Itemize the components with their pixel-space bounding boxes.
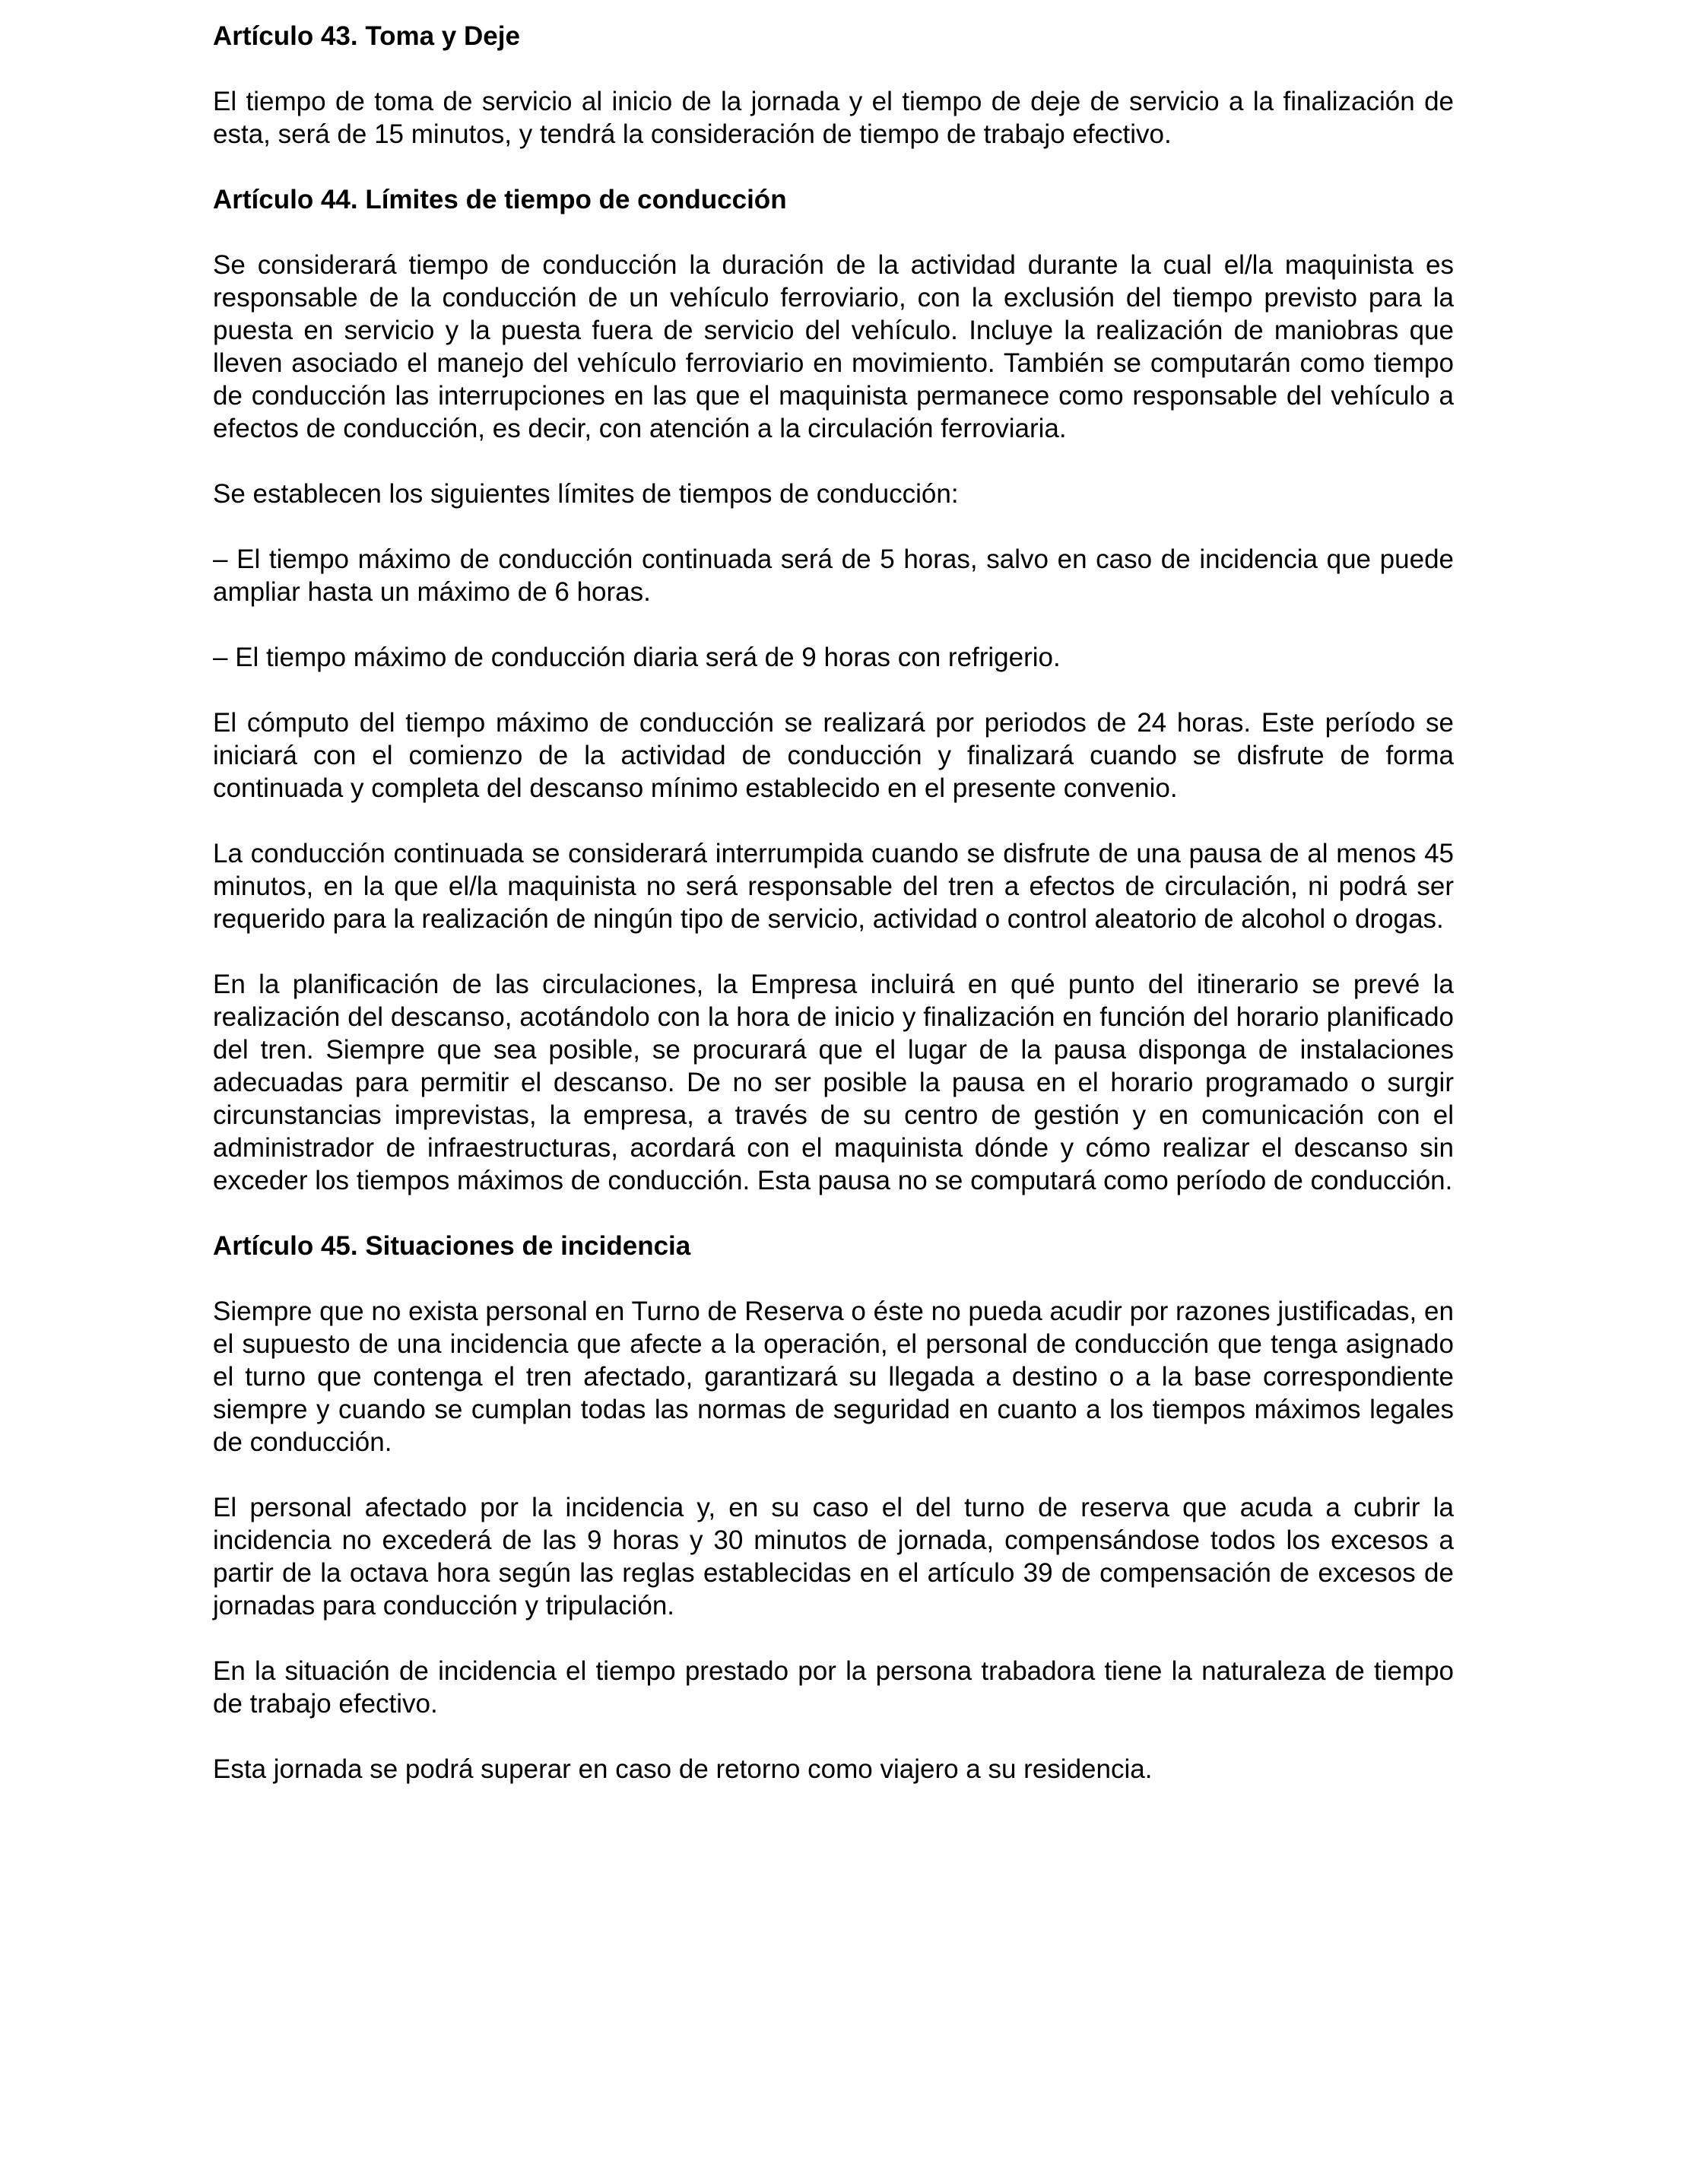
article-45-paragraph-3: En la situación de incidencia el tiempo prestado por la persona trabadora tiene la naturaleza de tiempo de trabajo efectivo.: [213, 1656, 1454, 1719]
section-articulo-43: [213, 20, 1454, 151]
article-44-heading: Artículo 44. Límites de tiempo de conducción: [213, 185, 787, 214]
article-43-paragraph-1: El tiempo de toma de servicio al inicio de la jornada y el tiempo de deje de servicio a la finalización de esta, será de 15 minutos, y tendrá la consideración de tiempo de trabajo efectivo.: [213, 87, 1454, 149]
article-45-paragraph-2: El personal afectado por la incidencia y, en su caso el del turno de reserva que acuda a cubrir la incidencia no excederá de las 9 horas y 30 minutos de jornada, compensándose todos los excesos a partir de la octava hora según las reglas establecidas en el artículo 39 de compensación de excesos de jornadas para conducción y tripulación.: [213, 1493, 1454, 1621]
article-43-heading: Artículo 43. Toma y Deje: [213, 21, 520, 51]
article-45-heading: Artículo 45. Situaciones de incidencia: [213, 1231, 691, 1261]
section-articulo-44: [213, 183, 1454, 1197]
document-body: [213, 20, 1454, 1786]
article-44-paragraph-1: Se considerará tiempo de conducción la duración de la actividad durante la cual el/la maquinista es responsable de la conducción de un vehículo ferroviario, con la exclusión del tiempo previsto para la puesta en servicio y la puesta fuera de servicio del vehículo. Incluye la realización de maniobras que lleven asociado el manejo del vehículo ferroviario en movimiento. También se computarán como tiempo de conducción las interrupciones en las que el maquinista permanece como responsable del vehículo a efectos de conducción, es decir, con atención a la circulación ferroviaria.: [213, 250, 1454, 443]
article-44-bullet-2: – El tiempo máximo de conducción diaria será de 9 horas con refrigerio.: [213, 643, 1061, 672]
article-45-paragraph-4: Esta jornada se podrá superar en caso de retorno como viajero a su residencia.: [213, 1754, 1153, 1784]
article-44-paragraph-4: La conducción continuada se considerará interrumpida cuando se disfrute de una pausa de al menos 45 minutos, en la que el/la maquinista no será responsable del tren a efectos de circulación, ni podrá ser requerido para la realización de ningún tipo de servicio, actividad o control aleatorio de alcohol o drogas.: [213, 839, 1454, 934]
article-44-bullet-1: – El tiempo máximo de conducción continuada será de 5 horas, salvo en caso de incidencia que puede ampliar hasta un máximo de 6 horas.: [213, 544, 1454, 607]
article-44-paragraph-2: Se establecen los siguientes límites de tiempos de conducción:: [213, 479, 959, 509]
article-44-paragraph-5: En la planificación de las circulaciones, la Empresa incluirá en qué punto del itinerario se prevé la realización del descanso, acotándolo con la hora de inicio y finalización en función del horario planificado del tren. Siempre que sea posible, se procurará que el lugar de la pausa disponga de instalaciones adecuadas para permitir el descanso. De no ser posible la pausa en el horario programado o surgir circunstancias imprevistas, la empresa, a través de su centro de gestión y en comunicación con el administrador de infraestructuras, acordará con el maquinista dónde y cómo realizar el descanso sin exceder los tiempos máximos de conducción. Esta pausa no se computará como período de conducción.: [213, 970, 1454, 1195]
article-44-paragraph-3: El cómputo del tiempo máximo de conducción se realizará por periodos de 24 horas. Este período se iniciará con el comienzo de la actividad de conducción y finalizará cuando se disfrute de forma continuada y completa del descanso mínimo establecido en el presente convenio.: [213, 708, 1454, 803]
section-articulo-45: [213, 1230, 1454, 1786]
article-45-paragraph-1: Siempre que no exista personal en Turno de Reserva o éste no pueda acudir por razones justificadas, en el supuesto de una incidencia que afecte a la operación, el personal de conducción que tenga asignado el turno que contenga el tren afectado, garantizará su llegada a destino o a la base correspondiente siempre y cuando se cumplan todas las normas de seguridad en cuanto a los tiempos máximos legales de conducción.: [213, 1297, 1454, 1457]
